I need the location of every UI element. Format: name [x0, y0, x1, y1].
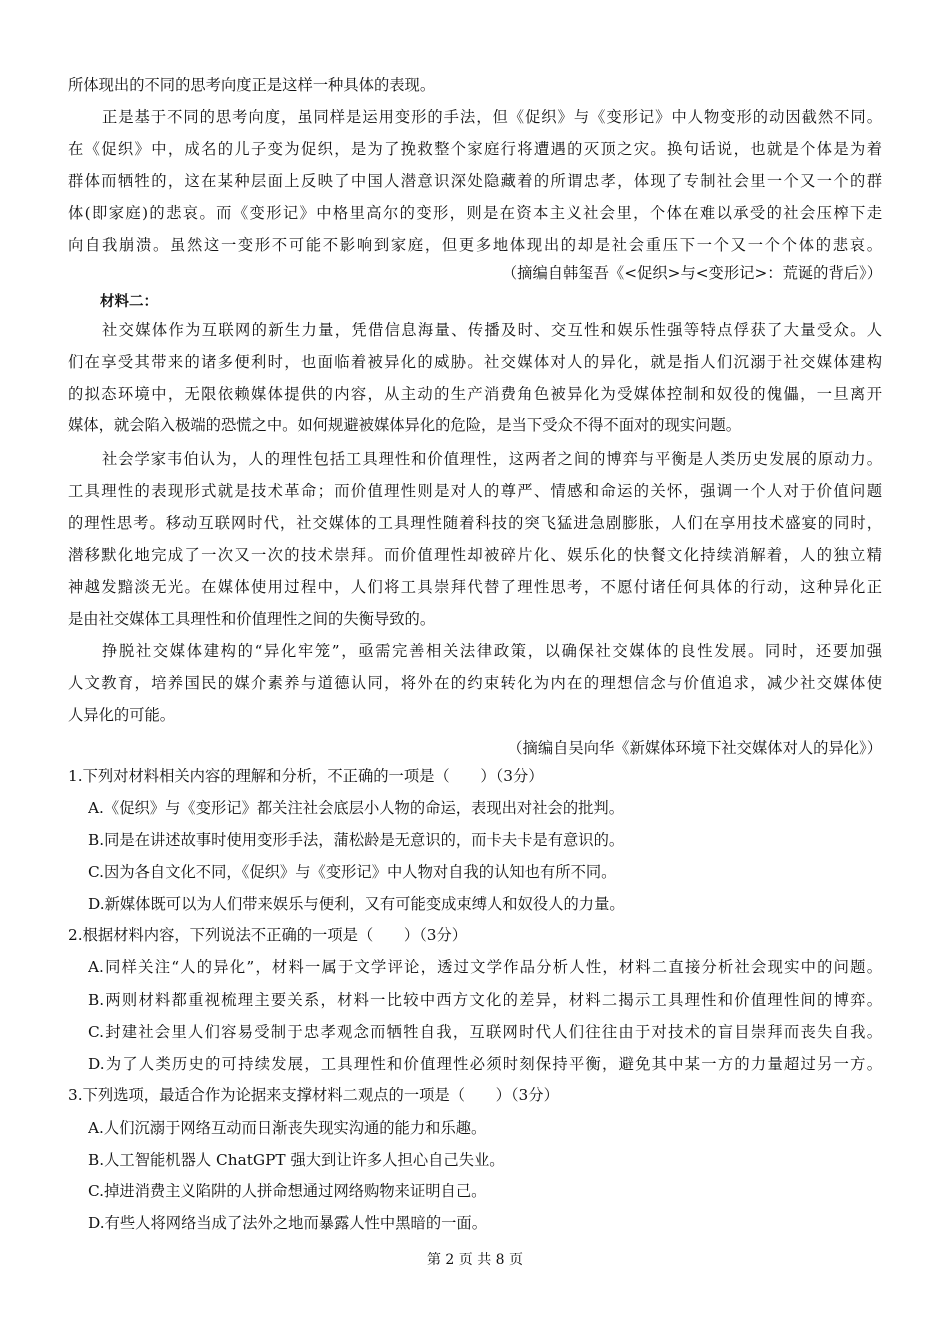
text-line: 体(即家庭)的悲哀。而《变形记》中格里高尔的变形，则是在资本主义社会里，个体在难以承受的社会压榨下走 — [68, 204, 882, 222]
text-line: 正是基于不同的思考向度，虽同样是运用变形的手法，但《促织》与《变形记》中人物变形的动因截然不同。 — [102, 108, 882, 126]
text-line: 挣脱社交媒体建构的“异化牢笼”，亟需完善相关法律政策，以确保社交媒体的良性发展。同时，还要加强 — [102, 642, 882, 660]
text-line: 在《促织》中，成名的儿子变为促织，是为了挽救整个家庭行将遭遇的灭顶之灾。换句话说，也就是个体是为着 — [68, 140, 882, 158]
question-option: B.两则材料都重视梳理主要关系，材料一比较中西方文化的差异，材料二揭示工具理性和价值理性间的博弈。 — [88, 991, 882, 1009]
text-line: 们在享受其带来的诸多便利时，也面临着被异化的威胁。社交媒体对人的异化，就是指人们沉溺于社交媒体建构 — [68, 353, 882, 371]
source-citation: （摘编自韩玺吾《<促织>与<变形记>：荒诞的背后》） — [501, 264, 882, 282]
question-option: D.为了人类历史的可持续发展，工具理性和价值理性必须时刻保持平衡，避免其中某一方的力量超过另一方。 — [88, 1055, 882, 1073]
text-line: 媒体，就会陷入极端的恐慌之中。如何规避被媒体异化的危险，是当下受众不得不面对的现实问题。 — [68, 416, 742, 434]
question-stem: 3.下列选项，最适合作为论据来支撑材料二观点的一项是（ ）（3分） — [68, 1086, 559, 1104]
text-line: 是由社交媒体工具理性和价值理性之间的失衡导致的。 — [68, 610, 436, 628]
question-option: B.同是在讲述故事时使用变形手法，蒲松龄是无意识的，而卡夫卡是有意识的。 — [88, 831, 625, 849]
text-line: 工具理性的表现形式就是技术革命；而价值理性则是对人的尊严、情感和命运的关怀，强调一个人对于价值问题 — [68, 482, 882, 500]
text-line: 潜移默化地完成了一次又一次的技术崇拜。而价值理性却被碎片化、娱乐化的快餐文化持续消解着，人的独立精 — [68, 546, 882, 564]
question-option: D.有些人将网络当成了法外之地而暴露人性中黑暗的一面。 — [88, 1214, 488, 1232]
source-citation: （摘编自吴向华《新媒体环境下社交媒体对人的异化》） — [507, 739, 882, 757]
text-line: 人文教育，培养国民的媒介素养与道德认同，将外在的约束转化为内在的理想信念与价值追求，减少社交媒体使 — [68, 674, 882, 692]
question-option: A.同样关注“人的异化”，材料一属于文学评论，透过文学作品分析人性，材料二直接分析社会现实中的问题。 — [88, 958, 882, 976]
question-option: A.人们沉溺于网络互动而日渐丧失现实沟通的能力和乐趣。 — [88, 1119, 487, 1137]
text-line: 社交媒体作为互联网的新生力量，凭借信息海量、传播及时、交互性和娱乐性强等特点俘获了大量受众。人 — [102, 321, 882, 339]
question-stem: 1.下列对材料相关内容的理解和分析，不正确的一项是（ ）（3分） — [68, 767, 544, 785]
text-line: 向自我崩溃。虽然这一变形不可能不影响到家庭，但更多地体现出的却是社会重压下一个又一个个体的悲哀。 — [68, 236, 882, 254]
question-option: C.掉进消费主义陷阱的人拼命想通过网络购物来证明自己。 — [88, 1182, 487, 1200]
text-line: 神越发黯淡无光。在媒体使用过程中，人们将工具崇拜代替了理性思考，不愿付诸任何具体的行动，这种异化正 — [68, 578, 882, 596]
text-line: 所体现出的不同的思考向度正是这样一种具体的表现。 — [68, 76, 436, 94]
question-option: A.《促织》与《变形记》都关注社会底层小人物的命运，表现出对社会的批判。 — [88, 799, 625, 817]
text-line: 的拟态环境中，无限依赖媒体提供的内容，从主动的生产消费角色被异化为受媒体控制和奴役的傀儡，一旦离开 — [68, 385, 882, 403]
text-line: 人异化的可能。 — [68, 706, 176, 724]
text-line: 的理性思考。移动互联网时代，社交媒体的工具理性随着科技的突飞猛进急剧膨胀，人们在享用技术盛宴的同时， — [68, 514, 882, 532]
question-option: D.新媒体既可以为人们带来娱乐与便利，又有可能变成束缚人和奴役人的力量。 — [88, 895, 625, 913]
question-option: C.封建社会里人们容易受制于忠孝观念而牺牲自我，互联网时代人们往往由于对技术的盲目崇拜而丧失自我。 — [88, 1023, 882, 1041]
page-number-footer: 第 2 页 共 8 页 — [426, 1252, 524, 1268]
question-option: B.人工智能机器人 ChatGPT 强大到让许多人担心自己失业。 — [88, 1151, 505, 1169]
text-line: 群体而牺牲的，这在某种层面上反映了中国人潜意识深处隐藏着的所谓忠孝，体现了专制社会里一个又一个的群 — [68, 172, 882, 190]
text-line: 社会学家韦伯认为，人的理性包括工具理性和价值理性，这两者之间的博弈与平衡是人类历史发展的原动力。 — [102, 450, 882, 468]
question-stem: 2.根据材料内容，下列说法不正确的一项是（ ）（3分） — [68, 926, 468, 944]
section-heading: 材料二： — [100, 294, 158, 310]
question-option: C.因为各自文化不同，《促织》与《变形记》中人物对自我的认知也有所不同。 — [88, 863, 617, 881]
